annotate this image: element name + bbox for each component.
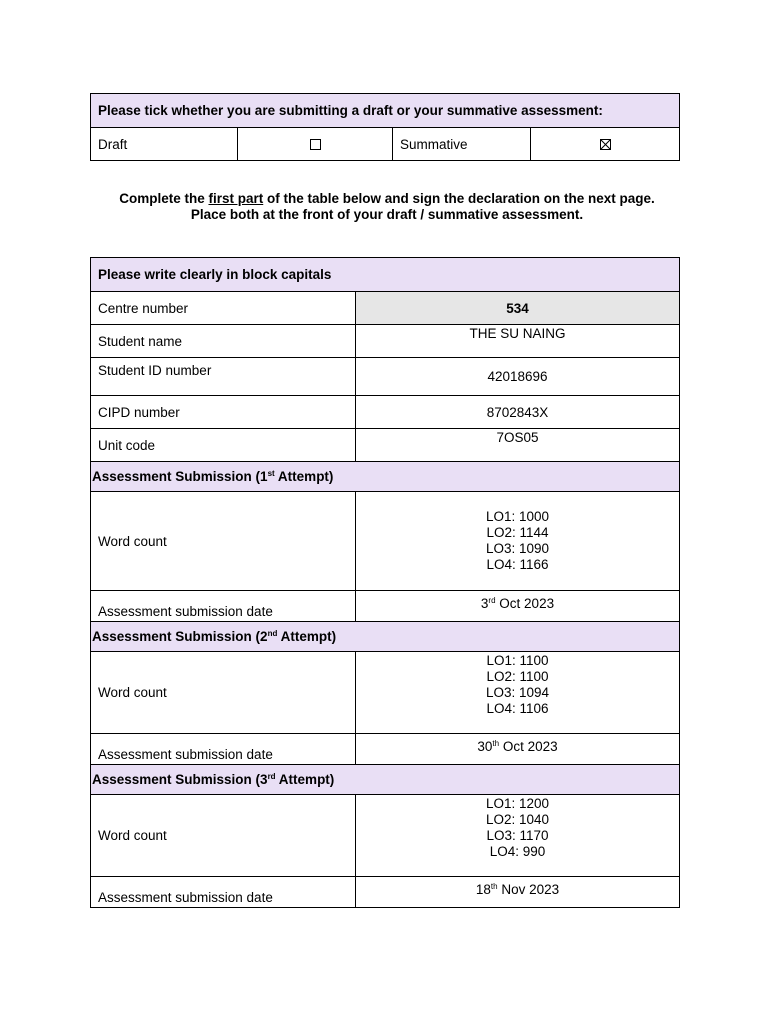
- date-day: 30: [477, 739, 493, 754]
- lo2-count: LO2: 1144: [486, 525, 549, 540]
- summative-label: Summative: [393, 128, 531, 161]
- word-count-values[interactable]: [356, 652, 680, 734]
- word-count-label: Word count: [91, 492, 356, 591]
- instructions-line-2: Place both at the front of your draft / summative assessment.: [190, 207, 584, 222]
- instructions: [90, 191, 684, 223]
- cipd-number-label: CIPD number: [91, 396, 356, 429]
- attempt-heading-text: Attempt): [275, 772, 335, 787]
- attempt-heading-text: Attempt): [274, 469, 334, 484]
- lo2-count: LO2: 1040: [485, 812, 550, 827]
- student-name-value[interactable]: THE SU NAING: [356, 325, 680, 358]
- lo4-count: LO4: 990: [489, 844, 546, 859]
- lo1-count: LO1: 1000: [485, 509, 550, 524]
- draft-checkbox-cell[interactable]: [238, 128, 393, 161]
- attempt-ordinal: rd: [267, 772, 276, 781]
- submission-date-value[interactable]: [356, 734, 680, 765]
- word-count-label: Word count: [91, 795, 356, 877]
- attempt-1-heading: [91, 462, 680, 492]
- cipd-number-value[interactable]: 8702843X: [356, 396, 680, 429]
- attempt-heading-text: Assessment Submission (3: [92, 772, 268, 787]
- submission-type-heading: Please tick whether you are submitting a draft or your summative assessment:: [91, 94, 680, 128]
- date-ordinal: rd: [488, 596, 496, 605]
- submission-date-label: Assessment submission date: [91, 877, 356, 908]
- attempt-heading-text: Assessment Submission (2: [92, 629, 268, 644]
- attempt-ordinal: st: [267, 469, 275, 478]
- date-ordinal: th: [490, 882, 498, 891]
- date-day: 3: [480, 596, 489, 611]
- submission-date-value[interactable]: [356, 877, 680, 908]
- date-month-year: Nov 2023: [497, 882, 560, 897]
- instructions-text: of the table below and sign the declaration on the next page.: [263, 191, 655, 206]
- lo2-count: LO2: 1100: [486, 669, 549, 684]
- submission-date-label: Assessment submission date: [91, 591, 356, 622]
- word-count-label: Word count: [91, 652, 356, 734]
- word-count-values[interactable]: [356, 492, 680, 591]
- draft-label: Draft: [91, 128, 238, 161]
- student-id-value[interactable]: 42018696: [356, 358, 680, 396]
- lo3-count: LO3: 1090: [485, 541, 550, 556]
- attempt-heading-text: Assessment Submission (1: [92, 469, 268, 484]
- attempt-ordinal: nd: [267, 629, 278, 638]
- lo4-count: LO4: 1166: [486, 557, 549, 572]
- attempt-heading-text: Attempt): [277, 629, 337, 644]
- date-month-year: Oct 2023: [499, 739, 558, 754]
- unit-code-value[interactable]: 7OS05: [356, 429, 680, 462]
- centre-number-label: Centre number: [91, 292, 356, 325]
- unit-code-label: Unit code: [91, 429, 356, 462]
- lo3-count: LO3: 1170: [486, 828, 549, 843]
- centre-number-value: 534: [356, 292, 680, 325]
- date-ordinal: th: [492, 739, 500, 748]
- first-part-link: first part: [208, 191, 264, 206]
- details-heading: Please write clearly in block capitals: [91, 258, 680, 292]
- draft-checkbox[interactable]: [310, 139, 321, 150]
- word-count-values[interactable]: [356, 795, 680, 877]
- lo4-count: LO4: 1106: [486, 701, 549, 716]
- lo3-count: LO3: 1094: [485, 685, 550, 700]
- date-month-year: Oct 2023: [495, 596, 555, 611]
- instructions-text: Complete the: [119, 191, 209, 206]
- student-details-table: [90, 257, 680, 908]
- attempt-2-heading: [91, 622, 680, 652]
- summative-checkbox[interactable]: [600, 139, 611, 150]
- student-id-label: Student ID number: [91, 358, 356, 396]
- attempt-3-heading: [91, 765, 680, 795]
- date-day: 18: [475, 882, 491, 897]
- submission-date-label: Assessment submission date: [91, 734, 356, 765]
- lo1-count: LO1: 1200: [485, 796, 550, 811]
- submission-date-value[interactable]: [356, 591, 680, 622]
- instructions-line-1: [90, 191, 684, 207]
- student-name-label: Student name: [91, 325, 356, 358]
- summative-checkbox-cell[interactable]: [531, 128, 680, 161]
- lo1-count: LO1: 1100: [486, 653, 549, 668]
- submission-type-table: [90, 93, 680, 161]
